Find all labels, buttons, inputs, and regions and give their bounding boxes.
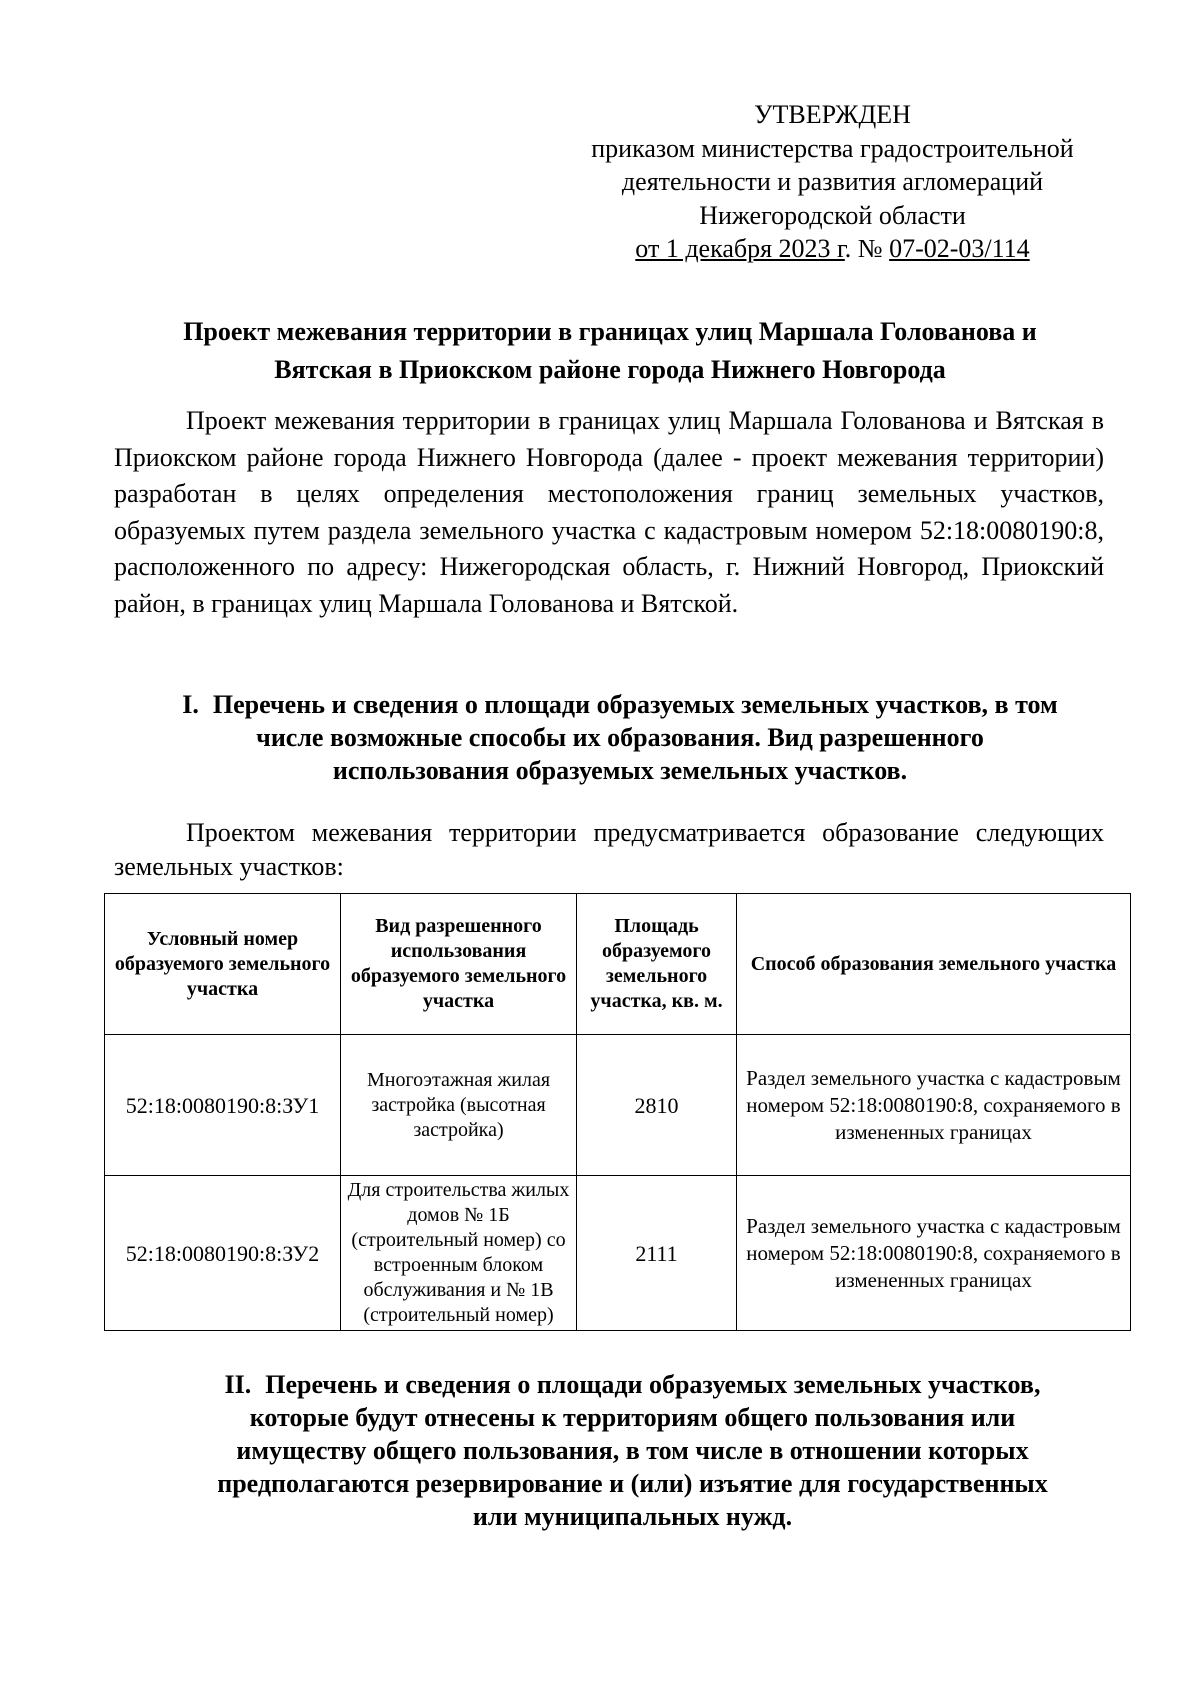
section-1-heading xyxy=(130,688,1110,787)
section-heading-line: использования образуемых земельных участков. xyxy=(332,756,908,785)
approval-date: от 1 декабря 2023 г xyxy=(635,234,845,263)
approval-line: Нижегородской области xyxy=(699,200,966,230)
section-number: II. xyxy=(224,1370,252,1399)
table-row xyxy=(105,1176,1131,1331)
formation-method-cell: Раздел земельного участка с кадастровым номером 52:18:0080190:8, сохраняемого в измененных границах xyxy=(737,1035,1131,1176)
column-header: Способ образования земельного участка xyxy=(737,894,1131,1035)
section-heading-line: числе возможные способы их образования. Вид разрешенного xyxy=(256,723,984,752)
column-header: Площадь образуемого земельного участка, кв. м. xyxy=(577,894,737,1035)
table-header-row xyxy=(105,894,1131,1035)
approval-heading: УТВЕРЖДЕН xyxy=(754,100,911,129)
approval-line: приказом министерства градостроительной xyxy=(591,133,1074,163)
approval-line: деятельности и развития агломераций xyxy=(621,167,1044,196)
area-cell: 2111 xyxy=(577,1176,737,1331)
section-2-heading xyxy=(160,1368,1105,1533)
column-header: Условный номер образуемого земельного участка xyxy=(105,894,341,1035)
approval-number-sign: № xyxy=(851,234,890,263)
permitted-use-cell: Для строительства жилых домов № 1Б (строительный номер) со встроенным блоком обслуживания и № 1В (строительный номер) xyxy=(341,1176,577,1331)
section-number: I. xyxy=(182,690,199,719)
approval-date-line xyxy=(560,232,1105,266)
section-heading-line: Перечень и сведения о площади образуемых земельных участков, xyxy=(265,1370,1041,1399)
title-line: Вятская в Приокском районе города Нижнего Новгорода xyxy=(274,355,946,384)
land-plots-table xyxy=(104,893,1131,1331)
document-title xyxy=(110,313,1110,389)
formation-method-cell: Раздел земельного участка с кадастровым номером 52:18:0080190:8, сохраняемого в измененных границах xyxy=(737,1176,1131,1331)
plot-code-cell: 52:18:0080190:8:ЗУ2 xyxy=(105,1176,341,1331)
title-line: Проект межевания территории в границах улиц Маршала Голованова и xyxy=(183,317,1037,346)
approval-stamp xyxy=(560,98,1105,266)
plot-code-cell: 52:18:0080190:8:ЗУ1 xyxy=(105,1035,341,1176)
approval-dot: . xyxy=(844,234,852,263)
section-heading-line: предполагаются резервирование и (или) изъятие для государственных xyxy=(217,1469,1048,1498)
section-heading-line: или муниципальных нужд. xyxy=(472,1502,793,1531)
lead-paragraph: Проектом межевания территории предусматривается образование следующих земельных участков: xyxy=(114,818,1104,881)
section-heading-line: Перечень и сведения о площади образуемых земельных участков, в том xyxy=(212,690,1058,719)
section-heading-line: имуществу общего пользования, в том числе в отношении которых xyxy=(236,1436,1029,1465)
area-cell: 2810 xyxy=(577,1035,737,1176)
intro-paragraph: Проект межевания территории в границах улиц Маршала Голованова и Вятская в Приокском районе города Нижнего Новгорода (далее - проект межевания территории) разработан в целях определения местоположения границ земельных участков, образуемых путем раздела земельного участка с кадастровым номером 52:18:0080190:8, расположенного по адресу: Нижегородская область, г. Нижний Новгород, Приокский район, в границах улиц Маршала Голованова и Вятской. xyxy=(114,406,1104,618)
column-header: Вид разрешенного использования образуемого земельного участка xyxy=(341,894,577,1035)
table-row xyxy=(105,1035,1131,1176)
approval-number: 07-02-03/114 xyxy=(889,234,1030,263)
section-heading-line: которые будут отнесены к территориям общего пользования или xyxy=(249,1403,1016,1432)
permitted-use-cell: Многоэтажная жилая застройка (высотная застройка) xyxy=(341,1035,577,1176)
